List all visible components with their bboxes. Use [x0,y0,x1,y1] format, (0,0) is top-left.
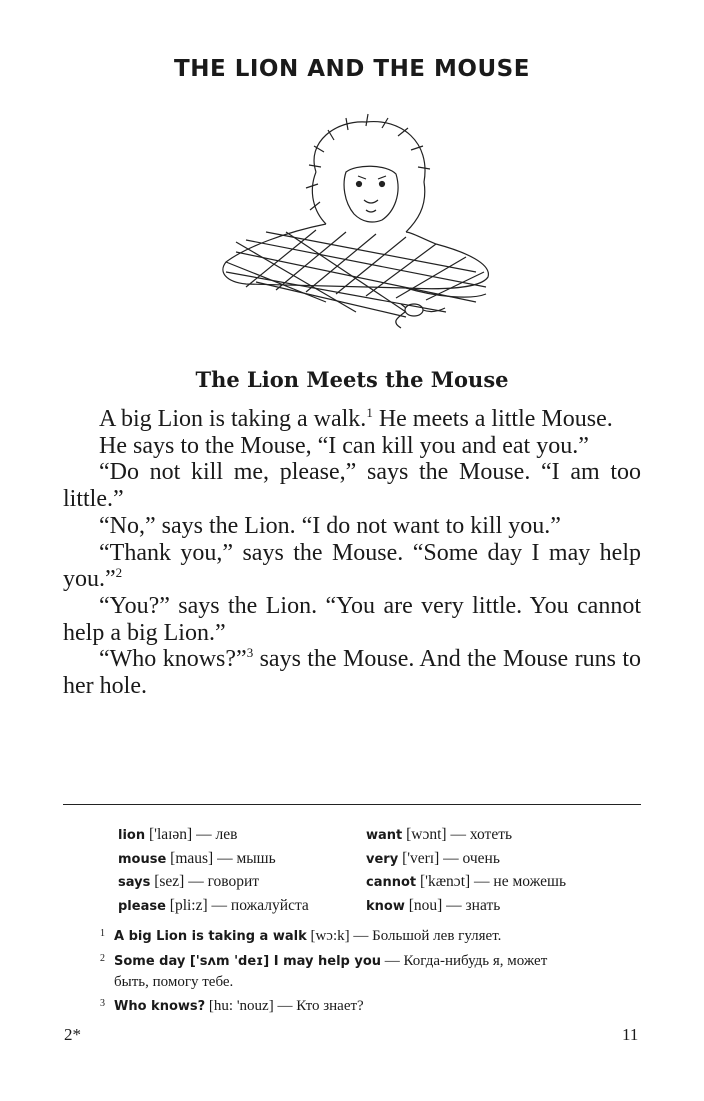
footnote: 3 Who knows? [hu: 'nouz] — Кто знает? [100,998,364,1014]
story-paragraph: “No,” says the Lion. “I do not want to kill you.” [99,512,561,539]
story-title: The Lion Meets the Mouse [195,367,509,392]
vocab-entry: know [nou] — знать [366,896,501,914]
page-title: THE LION AND THE MOUSE [174,56,530,82]
vocab-entry: want [wɔnt] — хотеть [366,826,513,843]
story-text [63,406,641,700]
vocab-entry: mouse [maus] — мышь [118,849,276,867]
story-paragraph: “Thank you,” says the Mouse. “Some day I may help you.”$^2$ [63,539,641,593]
footnote-ref: 3 [246,645,254,661]
footnote-ref: 1 [366,405,373,420]
story-paragraph: “Do not kill me, please,” says the Mouse. “I am too little.” [63,459,641,513]
story-paragraph: A big Lion is taking a walk.$^1$ He meets a little Mouse. [99,405,613,432]
footnote: 1 A big Lion is taking a walk [wɔ:k] — Большой лев гуляет. [100,928,502,944]
footnotes [100,924,645,1019]
vocab-entry: very ['verɪ] — очень [366,849,500,867]
vocabulary-column [118,824,309,918]
vocab-entry: lion ['laɪən] — лев [118,826,238,843]
vocab-entry: says [sez] — говорит [118,873,260,890]
footnote-divider [63,804,641,805]
story-paragraph: “Who knows?”$^3$ says the Mouse. And the Mouse runs to her hole. [63,645,641,700]
signature-mark: 2* [64,1025,81,1044]
page-number: 11 [622,1025,639,1044]
vocab-entry: cannot ['kænɔt] — не можешь [366,873,567,890]
vocab-entry: please [pli:z] — пожалуйста [118,896,309,914]
story-paragraph: “You?” says the Lion. “You are very little. You cannot help a big Lion.” [63,592,641,646]
footnote-ref: 2 [115,565,123,581]
vocabulary-column [366,824,566,918]
story-paragraph: He says to the Mouse, “I can kill you and eat you.” [99,432,589,459]
footnote: 2 Some day ['sʌm 'deɪ] I may help you — Когда-нибудь я, может быть, помогу тебе. [100,953,548,990]
lion-in-net-illustration [206,112,502,334]
